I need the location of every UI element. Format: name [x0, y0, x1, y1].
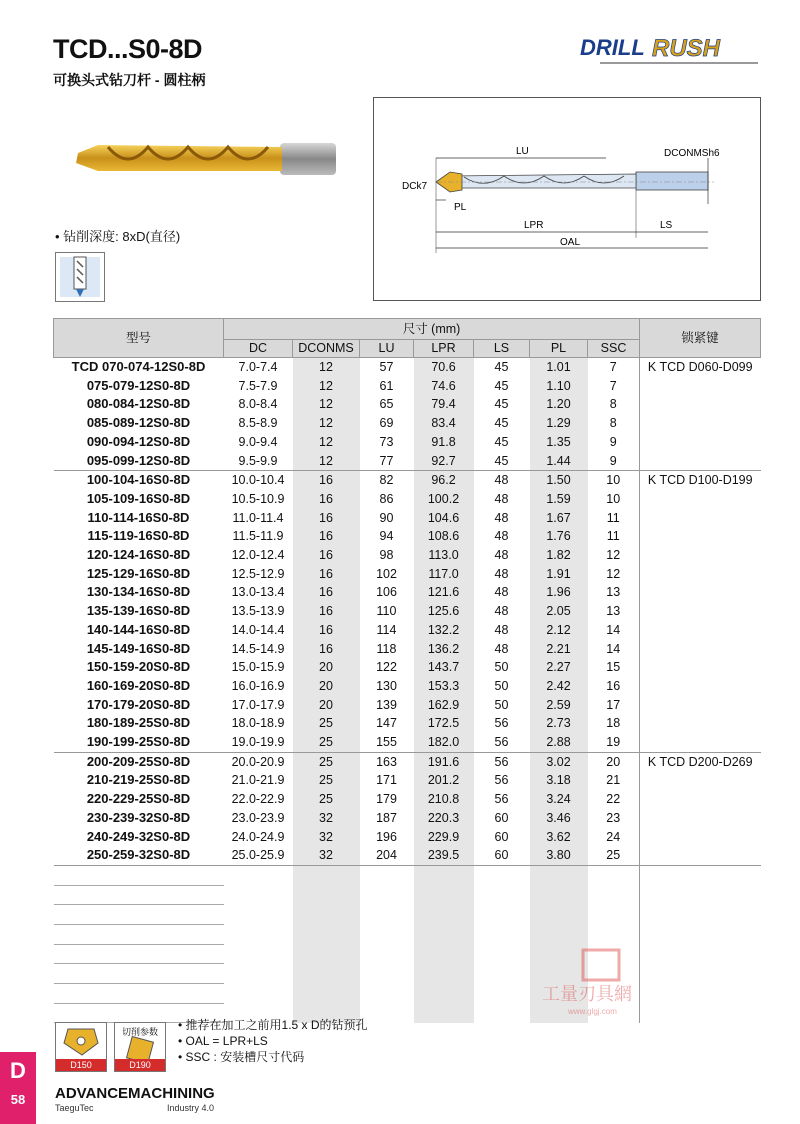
cell-dc: 11.5-11.9 [232, 529, 284, 544]
label-oal: OAL [560, 237, 581, 248]
cell-pl: 1.76 [530, 527, 588, 546]
cell-model: 210-219-25S0-8D [86, 772, 191, 788]
cell-ls: 48 [494, 622, 509, 637]
drill-depth-icon [55, 252, 105, 302]
cell-model: 115-119-16S0-8D [87, 528, 190, 544]
cutting-depth-note: • 钻削深度: 8xD(直径) [55, 229, 181, 244]
header-dc: DC [224, 340, 293, 358]
cell-dconms: 16 [293, 583, 360, 602]
cell-dc: 8.5-8.9 [238, 416, 278, 431]
cell-pl: 1.96 [530, 583, 588, 602]
cell-ssc: 15 [606, 660, 621, 675]
label-dconms: DCONMSh6 [664, 148, 720, 159]
cell-pl: 2.12 [530, 621, 588, 640]
table-row [54, 752, 761, 771]
cell-dc: 20.0-20.9 [224, 752, 293, 771]
cell-ls: 48 [474, 471, 530, 490]
cell-dconms: 12 [293, 395, 360, 414]
cell-ls: 56 [494, 735, 509, 750]
cell-lpr: 143.7 [414, 658, 474, 677]
cell-ssc: 8 [609, 397, 617, 412]
dimension-diagram [373, 97, 761, 301]
cell-ls: 45 [494, 360, 509, 374]
cell-model: 250-259-32S0-8D [86, 847, 191, 863]
cell-model: 135-139-16S0-8D [86, 603, 191, 619]
cell-lu: 106 [376, 585, 397, 600]
cell-lpr: 104.6 [414, 509, 474, 528]
cell-dconms: 16 [293, 602, 360, 621]
cell-pl: 3.18 [530, 771, 588, 790]
cell-ls: 56 [494, 792, 509, 807]
cell-dconms: 32 [293, 846, 360, 865]
cell-lpr: 191.6 [414, 752, 474, 771]
cell-dconms: 12 [293, 414, 360, 433]
cell-lpr: 201.2 [414, 771, 474, 790]
cell-ls: 48 [494, 641, 509, 656]
cell-model: 180-189-25S0-8D [86, 715, 191, 731]
cell-model: 160-169-20S0-8D [86, 677, 191, 693]
cell-dc: 21.0-21.9 [231, 773, 285, 788]
cell-pl: 2.05 [530, 602, 588, 621]
cell-pl: 2.73 [530, 714, 588, 733]
cell-model: 080-084-12S0-8D [86, 396, 191, 412]
cell-dconms: 16 [293, 621, 360, 640]
cell-pl: 1.59 [530, 490, 588, 509]
cell-model: 240-249-32S0-8D [86, 828, 191, 844]
cell-model: 145-149-16S0-8D [86, 640, 191, 656]
advance-machining-logo [55, 1080, 220, 1116]
cell-lu: 204 [376, 848, 397, 863]
cell-ls: 56 [474, 752, 530, 771]
cell-dconms: 12 [293, 452, 360, 471]
cell-dc: 10.0-10.4 [224, 471, 293, 490]
cell-lu: 187 [376, 810, 397, 825]
cell-ls: 45 [494, 416, 509, 431]
cell-model: 200-209-25S0-8D [54, 752, 224, 771]
cell-ssc: 8 [609, 416, 617, 431]
cell-ssc: 23 [606, 810, 621, 825]
cell-model: 130-134-16S0-8D [86, 584, 191, 600]
note-oal: • OAL = LPR+LS [178, 1034, 268, 1048]
cell-model: 170-179-20S0-8D [86, 696, 191, 712]
cell-model: 110-114-16S0-8D [87, 509, 190, 525]
empty-row [54, 905, 761, 925]
header-ls: LS [474, 340, 530, 358]
insert-icon [55, 1022, 107, 1072]
cell-pl: 1.44 [530, 452, 588, 471]
cutting-params-label: 切削参数 [121, 1027, 158, 1037]
empty-row [54, 865, 761, 885]
cell-dc: 16.0-16.9 [231, 678, 285, 693]
cell-lpr: 113.0 [414, 546, 474, 565]
cell-ssc: 10 [606, 491, 621, 506]
cell-dc: 17.0-17.9 [231, 697, 285, 712]
cell-ssc: 24 [606, 829, 621, 844]
label-lpr: LPR [524, 220, 544, 231]
cell-lu: 86 [379, 491, 394, 506]
cell-lu: 73 [379, 434, 394, 449]
svg-text:RUSH: RUSH [652, 35, 721, 62]
cell-lu: 118 [376, 641, 397, 656]
cell-lock-key: K TCD D060-D099 [640, 358, 761, 471]
cell-pl: 2.88 [530, 733, 588, 752]
svg-text:DRILL: DRILL [580, 35, 645, 60]
cell-dconms: 16 [293, 640, 360, 659]
cell-lu: 94 [379, 529, 394, 544]
cell-dconms: 16 [293, 546, 360, 565]
header-lu: LU [360, 340, 414, 358]
cutting-params-caption: D190 [115, 1059, 165, 1071]
cell-dconms: 20 [293, 677, 360, 696]
cell-lpr: 96.2 [414, 471, 474, 490]
cutting-params-icon [114, 1022, 166, 1072]
header-dimensions: 尺寸 (mm) [224, 319, 640, 340]
header-dconms: DCONMS [293, 340, 360, 358]
cell-lpr: 108.6 [414, 527, 474, 546]
cell-ssc: 20 [588, 752, 640, 771]
cell-lu: 102 [376, 566, 397, 581]
label-lu: LU [516, 146, 529, 157]
cell-dc: 11.0-11.4 [232, 510, 284, 525]
cell-ssc: 13 [606, 585, 621, 600]
cell-model: 150-159-20S0-8D [86, 659, 191, 675]
cell-lu: 61 [379, 378, 394, 393]
cell-lpr: 132.2 [414, 621, 474, 640]
brand-underline [600, 62, 758, 64]
cell-ssc: 18 [606, 716, 621, 731]
cell-lu: 171 [376, 773, 397, 788]
label-pl: PL [454, 202, 467, 213]
header-ssc: SSC [588, 340, 640, 358]
cell-lu: 114 [376, 622, 397, 637]
table-row [54, 358, 761, 377]
cell-lu: 110 [376, 604, 397, 619]
cell-lpr: 79.4 [414, 395, 474, 414]
cell-ls: 45 [494, 378, 509, 393]
note-predrill: • 推荐在加工之前用1.5 x D的钻预孔 [178, 1018, 368, 1032]
cell-dc: 25.0-25.9 [231, 848, 285, 863]
cell-model: 075-079-12S0-8D [86, 377, 191, 393]
cell-lu: 57 [379, 360, 394, 374]
cell-lpr: 74.6 [414, 377, 474, 396]
cell-pl: 2.21 [530, 640, 588, 659]
cell-pl: 3.24 [530, 790, 588, 809]
cell-ls: 50 [494, 660, 509, 675]
cell-ssc: 13 [606, 604, 621, 619]
cell-lu: 155 [376, 735, 397, 750]
logo-right: Industry 4.0 [167, 1103, 215, 1113]
cell-lu: 82 [360, 471, 414, 490]
insert-icon-caption: D150 [56, 1059, 106, 1071]
cell-ls: 56 [494, 716, 509, 731]
cell-model: 095-099-12S0-8D [86, 452, 191, 468]
cell-ls: 45 [494, 397, 509, 412]
cell-model: TCD 070-074-12S0-8D [71, 359, 206, 374]
cell-dconms: 32 [293, 809, 360, 828]
cell-model: 120-124-16S0-8D [86, 547, 191, 563]
cell-ssc: 12 [606, 548, 621, 563]
cell-pl: 2.42 [530, 677, 588, 696]
cell-ssc: 16 [606, 678, 621, 693]
cell-lpr: 172.5 [414, 714, 474, 733]
cell-dconms: 25 [293, 733, 360, 752]
cell-dconms: 32 [293, 828, 360, 847]
cell-ssc: 7 [609, 360, 617, 374]
empty-row [54, 925, 761, 945]
cell-dc: 23.0-23.9 [231, 810, 285, 825]
cell-dconms: 25 [293, 752, 360, 771]
cell-ssc: 22 [606, 792, 621, 807]
section-letter: D [10, 1058, 26, 1083]
cell-dc: 9.0-9.4 [238, 434, 278, 449]
cell-lpr: 153.3 [414, 677, 474, 696]
cell-ssc: 19 [606, 735, 621, 750]
header-lpr: LPR [414, 340, 474, 358]
page-number: 58 [10, 1092, 26, 1107]
cell-lu: 179 [376, 792, 397, 807]
cell-pl: 1.29 [530, 414, 588, 433]
cell-lpr: 229.9 [414, 828, 474, 847]
drill-photo [68, 133, 338, 183]
cell-ssc: 11 [606, 529, 620, 544]
notes [178, 1017, 368, 1065]
cell-dc: 12.5-12.9 [231, 566, 285, 581]
cell-dconms: 25 [293, 790, 360, 809]
cell-lpr: 91.8 [414, 433, 474, 452]
cell-model: 140-144-16S0-8D [86, 621, 191, 637]
watermark-url: www.glgj.com [568, 1007, 617, 1016]
cell-lu: 122 [376, 660, 397, 675]
cell-ls: 50 [494, 678, 509, 693]
cell-ls: 48 [494, 491, 509, 506]
cell-pl: 3.80 [530, 846, 588, 865]
cell-pl: 1.91 [530, 565, 588, 584]
cell-model: 230-239-32S0-8D [86, 809, 191, 825]
cell-dconms: 25 [293, 714, 360, 733]
cell-dconms: 16 [293, 565, 360, 584]
cell-ls: 60 [494, 810, 509, 825]
cell-ssc: 12 [606, 566, 621, 581]
watermark-text: 工量刃具網 [542, 984, 632, 1005]
cell-dc: 12.0-12.4 [231, 548, 285, 563]
spec-table [53, 318, 761, 1023]
section-tab [0, 1052, 36, 1124]
cell-lpr: 117.0 [414, 565, 474, 584]
cell-lpr: 100.2 [414, 490, 474, 509]
cell-pl: 3.02 [530, 752, 588, 771]
cell-ls: 50 [494, 697, 509, 712]
cell-pl: 3.62 [530, 828, 588, 847]
cell-lpr: 182.0 [414, 733, 474, 752]
cell-ls: 48 [494, 585, 509, 600]
cell-ssc: 21 [606, 773, 621, 788]
cell-lu: 77 [379, 453, 394, 468]
cell-lu: 163 [360, 752, 414, 771]
cell-dc: 24.0-24.9 [231, 829, 285, 844]
cell-pl: 1.50 [530, 471, 588, 490]
empty-row [54, 885, 761, 905]
cell-ls: 60 [494, 848, 509, 863]
logo-main: ADVANCEMACHINING [55, 1085, 215, 1102]
cell-ssc: 11 [606, 510, 620, 525]
cell-dc: 8.0-8.4 [238, 397, 278, 412]
cell-dc: 14.0-14.4 [231, 622, 285, 637]
cell-dconms: 16 [293, 471, 360, 490]
cell-pl: 2.59 [530, 696, 588, 715]
cell-dconms: 12 [293, 433, 360, 452]
cell-ls: 48 [494, 566, 509, 581]
cell-dconms: 12 [293, 377, 360, 396]
cell-dc: 7.5-7.9 [238, 378, 278, 393]
label-dc: DCk7 [402, 181, 428, 192]
cell-lock-key: K TCD D100-D199 [640, 471, 761, 753]
cell-dc: 18.0-18.9 [231, 716, 285, 731]
cell-model: 090-094-12S0-8D [86, 433, 191, 449]
cell-pl: 1.01 [530, 358, 588, 377]
cell-model: 085-089-12S0-8D [86, 415, 191, 431]
cell-dc: 15.0-15.9 [231, 660, 285, 675]
cell-lu: 196 [376, 829, 397, 844]
cell-pl: 2.27 [530, 658, 588, 677]
cell-dc: 9.5-9.9 [238, 453, 278, 468]
cell-lock-key: K TCD D200-D269 [640, 752, 761, 865]
cell-dconms: 12 [293, 358, 360, 377]
header-lock-key: 锁紧键 [640, 319, 761, 358]
cell-pl: 1.67 [530, 509, 588, 528]
cell-lu: 147 [376, 716, 397, 731]
cell-ssc: 14 [606, 641, 621, 656]
cell-lpr: 162.9 [414, 696, 474, 715]
cell-lpr: 121.6 [414, 583, 474, 602]
header-model: 型号 [54, 319, 224, 358]
cell-dc: 7.0-7.4 [238, 360, 278, 374]
cell-ls: 45 [494, 434, 509, 449]
cell-model: 125-129-16S0-8D [86, 565, 191, 581]
cell-pl: 3.46 [530, 809, 588, 828]
cell-lpr: 210.8 [414, 790, 474, 809]
cell-dc: 14.5-14.9 [231, 641, 285, 656]
cell-ls: 48 [494, 510, 509, 525]
cell-dc: 19.0-19.9 [231, 735, 285, 750]
header-pl: PL [530, 340, 588, 358]
cell-lpr: 70.6 [414, 358, 474, 377]
cell-dc: 13.0-13.4 [231, 585, 285, 600]
cell-ssc: 25 [606, 848, 621, 863]
cell-ssc: 10 [588, 471, 640, 490]
cell-dconms: 25 [293, 771, 360, 790]
cell-ls: 56 [494, 773, 509, 788]
cell-ls: 48 [494, 604, 509, 619]
cell-lpr: 136.2 [414, 640, 474, 659]
cell-dconms: 20 [293, 696, 360, 715]
logo-left: TaeguTec [55, 1103, 94, 1113]
cell-lu: 130 [376, 678, 397, 693]
cell-dconms: 20 [293, 658, 360, 677]
cell-model: 100-104-16S0-8D [54, 471, 224, 490]
cell-ssc: 9 [609, 434, 617, 449]
cell-lu: 65 [379, 397, 394, 412]
cell-pl: 1.82 [530, 546, 588, 565]
cell-lu: 98 [379, 548, 394, 563]
cell-ls: 48 [494, 529, 509, 544]
cell-pl: 1.35 [530, 433, 588, 452]
cell-lu: 69 [379, 416, 394, 431]
cell-dconms: 16 [293, 490, 360, 509]
cell-ssc: 14 [606, 622, 621, 637]
note-ssc: • SSC : 安装槽尺寸代码 [178, 1050, 305, 1064]
cell-ls: 45 [494, 453, 509, 468]
cell-dc: 13.5-13.9 [231, 604, 285, 619]
cell-ssc: 7 [609, 378, 617, 393]
cell-dconms: 16 [293, 509, 360, 528]
cell-lpr: 92.7 [414, 452, 474, 471]
cell-ls: 60 [494, 829, 509, 844]
cell-lpr: 239.5 [414, 846, 474, 865]
cell-ssc: 17 [606, 697, 621, 712]
drillrush-logo [578, 32, 760, 64]
cell-ssc: 9 [609, 453, 617, 468]
table-row [54, 471, 761, 490]
page-title: TCD...S0-8D [53, 34, 203, 64]
cell-model: 190-199-25S0-8D [86, 734, 191, 750]
page-subtitle: 可换头式钻刀杆 - 圆柱柄 [53, 72, 206, 88]
cell-model: 105-109-16S0-8D [86, 490, 191, 506]
cell-dc: 10.5-10.9 [231, 491, 285, 506]
cell-lpr: 83.4 [414, 414, 474, 433]
label-ls: LS [660, 220, 673, 231]
cell-lu: 139 [376, 697, 397, 712]
cell-pl: 1.20 [530, 395, 588, 414]
cell-lu: 90 [379, 510, 394, 525]
cell-ls: 48 [494, 548, 509, 563]
cell-pl: 1.10 [530, 377, 588, 396]
cell-dc: 22.0-22.9 [231, 792, 285, 807]
cell-dconms: 16 [293, 527, 360, 546]
cell-lpr: 125.6 [414, 602, 474, 621]
cell-lpr: 220.3 [414, 809, 474, 828]
watermark [538, 948, 668, 1018]
cell-model: 220-229-25S0-8D [86, 791, 191, 807]
